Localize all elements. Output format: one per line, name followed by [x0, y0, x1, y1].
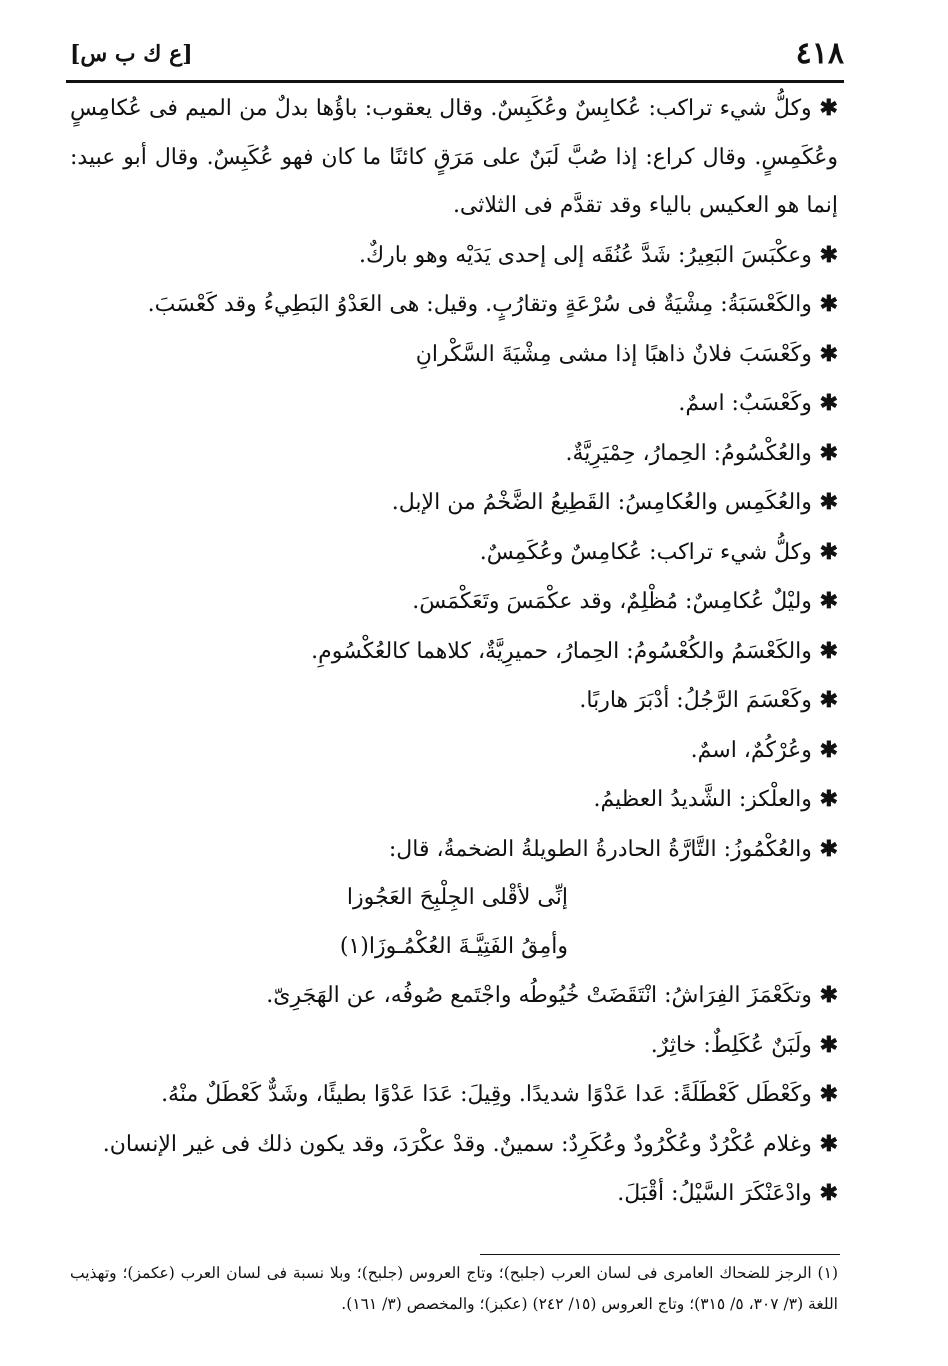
entry: ✱ وكلُّ شيء تراكب: عُكابِسٌ وعُكَبِسٌ. وقال يعقوب: باؤُها بدلٌ من الميم فى عُكامِسٍ وعُكَمِسٍ. وقال كراع: إذا صُبَّ لَبَنٌ على مَرَقٍ كائنًا ما كان فهو عُكَبِسٌ. وقال أبو عبيد: إنما هو العكيس بالياء وقد تقدَّم فى الثلاثى.	[70, 84, 838, 231]
entry: ✱ والكَعْسَمُ والكُعْسُومُ: الحِمارُ، حميرِيَّةٌ، كلاهما كالعُكْسُومِ.	[70, 627, 838, 677]
verse-line: وأمِقُ الفَتِيَّـةَ العُكْمُـوزَا(١)	[339, 933, 568, 959]
entry: ✱ والعلْكز: الشَّديدُ العظيمُ.	[70, 775, 838, 825]
footnote-divider	[480, 1254, 840, 1255]
header-divider	[66, 80, 844, 83]
root-heading: [ع ك ب س]	[70, 41, 193, 67]
page-number: ٤١٨	[795, 36, 844, 71]
entry: ✱ وكَعْسَبَ فلانٌ ذاهبًا إذا مشى مِشْيَةَ السَّكْرانِ	[70, 330, 838, 380]
entry: ✱ وغلام عُكْرُدٌ وعُكْرُودٌ وعُكَرِدٌ: سمينٌ. وقدْ عكْرَدَ، وقد يكون ذلك فى غير الإنسان.	[70, 1120, 838, 1170]
entry: ✱ وادْعَنْكَرَ السَّيْلُ: أقْبَلَ.	[70, 1169, 838, 1219]
entry: ✱ والعُكَمِس والعُكامِسُ: القَطِيعُ الضَّخْمُ من الإبل.	[70, 478, 838, 528]
footnote: (١) الرجز للضحاك العامرى فى لسان العرب (جلبح)؛ وتاج العروس (جلبح)؛ وبلا نسبة فى لسان العرب (عكمز)؛ وتهذيب اللغة (٣/ ٣٠٧، ٥/ ٣١٥)؛ وتاج العروس (١٥/ ٢٤٢) (عكبز)؛ والمخصص (٣/ ١٦١).	[70, 1264, 838, 1313]
entry: ✱ وعُرْكُمٌ، اسمٌ.	[70, 726, 838, 776]
entry: ✱ ولَبَنٌ عُكَلِطٌ: خاثِرٌ.	[70, 1021, 838, 1071]
entry: ✱ والعُكْمُوزُ: التَّارَّةُ الحادرةُ الطويلةُ الضخمةُ، قال:	[70, 825, 838, 875]
entry: ✱ وتكَعْمَزَ الفِرَاشُ: انْتَقَضَتْ خُيُوطُه واجْتَمع صُوفُه، عن الهَجَرِىّ.	[70, 971, 838, 1021]
main-text	[70, 84, 838, 1219]
verse-line: إنِّى لأقْلى الجِلْبِحَ العَجُوزا	[346, 885, 568, 910]
entry: ✱ وعكْبَسَ البَعِيرُ: شَدَّ عُنُقَه إلى إحدى يَدَيْه وهو باركٌ.	[70, 231, 838, 281]
entry: ✱ وكَعْسَمَ الرَّجُلُ: أدْبَرَ هاربًا.	[70, 676, 838, 726]
entry: ✱ والكَعْسَبَةُ: مِشْيَةٌ فى سُرْعَةٍ وتقارُبٍ. وقيل: هى العَدْوُ البَطِيءُ وقد كَعْسَبَ.	[70, 280, 838, 330]
entry: ✱ وكَعْطَل كَعْطَلَةً: عَدا عَدْوًا شديدًا. وقِيلَ: عَدَا عَدْوًا بطيئًا، وشَدٌّ كَعْطَلٌ منْهُ.	[70, 1070, 838, 1120]
entry: ✱ وكلُّ شيء تراكب: عُكامِسٌ وعُكَمِسٌ.	[70, 528, 838, 578]
entry: ✱ وليْلٌ عُكامِسٌ: مُظْلِمٌ، وقد عكْمَسَ وتَعَكْمَسَ.	[70, 577, 838, 627]
entry: ✱ والعُكْسُومُ: الحِمارُ، حِمْيَرِيَّةٌ.	[70, 429, 838, 479]
entry: ✱ وكَعْسَبٌ: اسمٌ.	[70, 379, 838, 429]
